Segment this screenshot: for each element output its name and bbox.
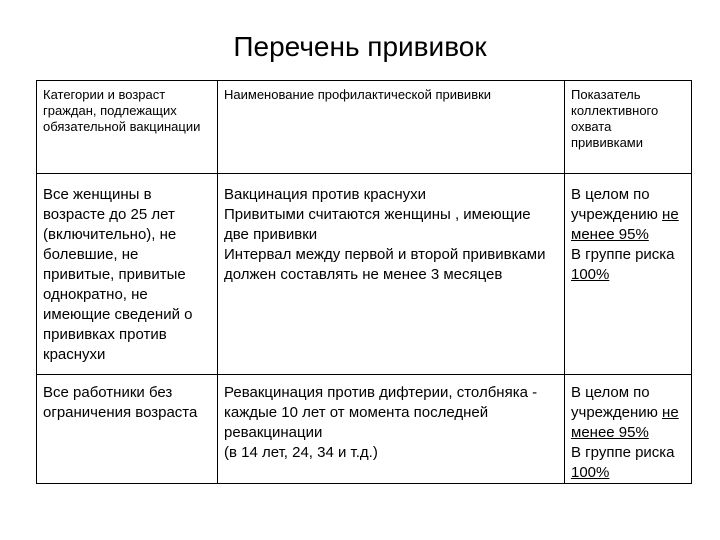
page-title: Перечень прививок	[233, 31, 487, 62]
coverage-cell	[565, 375, 692, 484]
header-cell-category	[37, 81, 218, 174]
coverage-risk-value: 100%	[571, 266, 610, 283]
table-row	[37, 174, 692, 375]
coverage-risk-label: В группе риска	[571, 246, 675, 263]
category-cell	[37, 174, 218, 375]
coverage-cell	[565, 174, 692, 375]
vaccination-cell	[218, 174, 565, 375]
vaccination-line: Интервал между первой и второй прививками должен составлять не менее 3 месяцев	[224, 246, 546, 283]
coverage-total-value: не менее 95%	[571, 404, 679, 441]
header-coverage-label: Показатель коллективного охвата прививками	[571, 87, 659, 150]
vaccination-table	[36, 80, 692, 484]
table-header-row	[37, 81, 692, 174]
header-vaccination-label: Наименование профилактической прививки	[224, 87, 492, 102]
header-category-label: Категории и возраст граждан, подлежащих обязательной вакцинации	[43, 87, 201, 134]
category-text: Все работники без ограничения возраста	[43, 384, 198, 421]
table-row	[37, 375, 692, 484]
category-cell	[37, 375, 218, 484]
header-cell-vaccination	[218, 81, 565, 174]
vaccination-line: Привитыми считаются женщины , имеющие две прививки	[224, 206, 531, 243]
coverage-risk-value: 100%	[571, 464, 610, 481]
vaccination-cell	[218, 375, 565, 484]
coverage-total-value: не менее 95%	[571, 206, 679, 243]
coverage-total-label: В целом по учреждению	[571, 384, 658, 421]
category-text: Все женщины в возрасте до 25 лет (включительно), не болевшие, не привитые, привитые однократно, не имеющие сведений о прививках против краснухи	[43, 186, 193, 363]
coverage-total-label: В целом по учреждению	[571, 186, 658, 223]
vaccination-line: Вакцинация против краснухи	[224, 186, 427, 203]
coverage-risk-label: В группе риска	[571, 444, 675, 461]
vaccination-line: (в 14 лет, 24, 34 и т.д.)	[224, 444, 378, 461]
header-cell-coverage	[565, 81, 692, 174]
vaccination-line: Ревакцинация против дифтерии, столбняка - каждые 10 лет от момента последней ревакцинации	[224, 384, 538, 441]
